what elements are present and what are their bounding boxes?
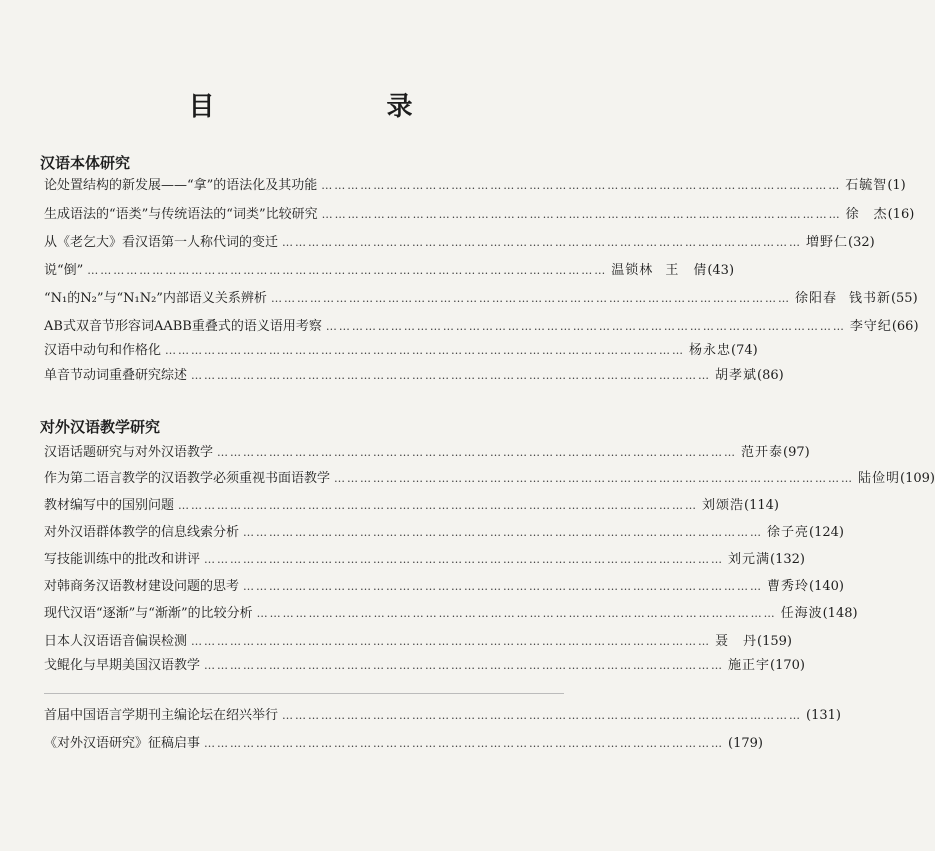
leader-dots: ………………………………………………………………………………………………………… (270, 292, 791, 305)
entry-title: 写技能训练中的批改和讲评 (44, 552, 201, 567)
entry-author: 杨永忠 (689, 343, 732, 358)
entry-page: (114) (744, 498, 779, 513)
toc-entry[interactable] (44, 550, 805, 570)
entry-title: AB式双音节形容词AABB重叠式的语义语用考察 (44, 319, 322, 334)
leader-dots: ………………………………………………………………………………………………………… (217, 446, 738, 459)
leader-dots: ………………………………………………………………………………………………………… (282, 236, 803, 249)
entry-title: 对外汉语群体教学的信息线索分析 (44, 525, 240, 540)
notice-entry[interactable] (44, 734, 763, 754)
entry-title: 论处置结构的新发展——“拿”的语法化及其功能 (44, 178, 318, 193)
entry-page: (16) (887, 207, 915, 222)
entry-author: 钱书新 (848, 291, 891, 306)
entry-author: 李守纪 (849, 319, 892, 334)
leader-dots: ………………………………………………………………………………………………………… (204, 553, 725, 566)
page-title: 目 录 (188, 92, 453, 122)
entry-title: 作为第二语言教学的汉语教学必须重视书面语教学 (44, 471, 331, 486)
entry-title: 汉语话题研究与对外汉语教学 (44, 445, 214, 460)
entry-author-first: 徐阳春 (794, 291, 837, 306)
entry-title: 生成语法的“语类”与传统语法的“词类”比较研究 (44, 207, 318, 222)
leader-dots: ………………………………………………………………………………………………………… (325, 320, 846, 333)
entry-page: (97) (783, 445, 810, 460)
entry-author: 刘元满 (728, 552, 771, 567)
entry-author: 王 倩 (665, 263, 708, 278)
entry-title: 戈鲲化与早期美国汉语教学 (44, 658, 201, 673)
notice-page: (179) (728, 736, 763, 751)
leader-dots: ………………………………………………………………………………………………………… (191, 635, 712, 648)
entry-author: 陆俭明 (858, 471, 901, 486)
leader-dots: ………………………………………………………………………………………………………… (204, 737, 725, 750)
toc-entry[interactable] (44, 469, 935, 489)
entry-page: (66) (891, 319, 919, 334)
entry-page: (124) (809, 525, 844, 540)
entry-title: 汉语中动句和作格化 (44, 343, 162, 358)
leader-dots: ………………………………………………………………………………………………………… (282, 709, 803, 722)
leader-dots: ………………………………………………………………………………………………………… (334, 472, 855, 485)
leader-dots: ………………………………………………………………………………………………………… (243, 526, 764, 539)
toc-entry[interactable] (44, 523, 844, 543)
leader-dots: ………………………………………………………………………………………………………… (243, 580, 764, 593)
notice-title: 首届中国语言学期刊主编论坛在绍兴举行 (44, 708, 279, 723)
leader-dots: ………………………………………………………………………………………………………… (191, 369, 712, 382)
entry-author: 任海波 (780, 606, 823, 621)
entry-page: (86) (757, 368, 784, 383)
leader-dots: ………………………………………………………………………………………………………… (204, 659, 725, 672)
entry-author: 徐子亮 (767, 525, 810, 540)
leader-dots: ………………………………………………………………………………………………………… (165, 344, 686, 357)
entry-page: (43) (707, 263, 735, 278)
entry-author: 石毓智 (845, 178, 888, 193)
toc-entry[interactable] (44, 632, 792, 652)
toc-entry[interactable] (44, 656, 805, 676)
notice-title: 《对外汉语研究》征稿启事 (44, 736, 201, 751)
entry-author: 増野仁 (806, 235, 849, 250)
entry-page: (170) (770, 658, 805, 673)
divider (44, 693, 564, 694)
entry-title: 从《老乞大》看汉语第一人称代词的变迁 (44, 235, 279, 250)
toc-entry[interactable] (44, 604, 858, 624)
toc-entry[interactable] (44, 317, 919, 337)
toc-entry[interactable] (44, 496, 779, 516)
entry-title: 教材编写中的国别问题 (44, 498, 175, 513)
leader-dots: ………………………………………………………………………………………………………… (321, 208, 842, 221)
notice-entry[interactable] (44, 706, 841, 726)
toc-entry[interactable] (44, 366, 784, 386)
entry-page: (159) (757, 634, 792, 649)
leader-dots: ………………………………………………………………………………………………………… (178, 499, 699, 512)
entry-title: 现代汉语“逐渐”与“渐渐”的比较分析 (44, 606, 253, 621)
leader-dots: ………………………………………………………………………………………………………… (87, 264, 608, 277)
section-heading-linguistics: 汉语本体研究 (40, 154, 131, 172)
entry-author: 曹秀玲 (767, 579, 810, 594)
entry-page: (109) (900, 471, 935, 486)
entry-page: (32) (848, 235, 875, 250)
entry-title: 对韩商务汉语教材建设问题的思考 (44, 579, 240, 594)
toc-entry[interactable] (44, 341, 758, 361)
toc-entry[interactable] (44, 176, 906, 196)
entry-page: (140) (809, 579, 844, 594)
entry-author: 聂 丹 (715, 634, 758, 649)
entry-title: 说“倒” (44, 263, 84, 278)
entry-page: (74) (731, 343, 758, 358)
notice-page: (131) (806, 708, 841, 723)
toc-entry[interactable] (44, 261, 735, 281)
toc-entry[interactable] (44, 205, 915, 225)
entry-author: 刘颂浩 (702, 498, 745, 513)
toc-entry[interactable] (44, 233, 875, 253)
entry-page: (132) (770, 552, 805, 567)
entry-author: 范开泰 (741, 445, 784, 460)
toc-entry[interactable] (44, 443, 810, 463)
entry-title: 单音节动词重叠研究综述 (44, 368, 188, 383)
entry-author: 徐 杰 (845, 207, 888, 222)
toc-entry[interactable] (44, 577, 844, 597)
entry-page: (148) (822, 606, 858, 621)
entry-title: 日本人汉语语音偏误检测 (44, 634, 188, 649)
leader-dots: ………………………………………………………………………………………………………… (321, 179, 842, 192)
leader-dots: ………………………………………………………………………………………………………… (256, 607, 777, 620)
entry-author: 施正宇 (728, 658, 771, 673)
section-heading-teaching: 对外汉语教学研究 (40, 418, 161, 436)
entry-author: 胡孝斌 (715, 368, 758, 383)
entry-title: “N₁的N₂”与“N₁N₂”内部语义关系辨析 (44, 291, 267, 306)
entry-page: (55) (890, 291, 918, 306)
toc-entry[interactable] (44, 289, 918, 309)
entry-author-first: 温锁林 (611, 263, 654, 278)
entry-page: (1) (887, 178, 906, 193)
